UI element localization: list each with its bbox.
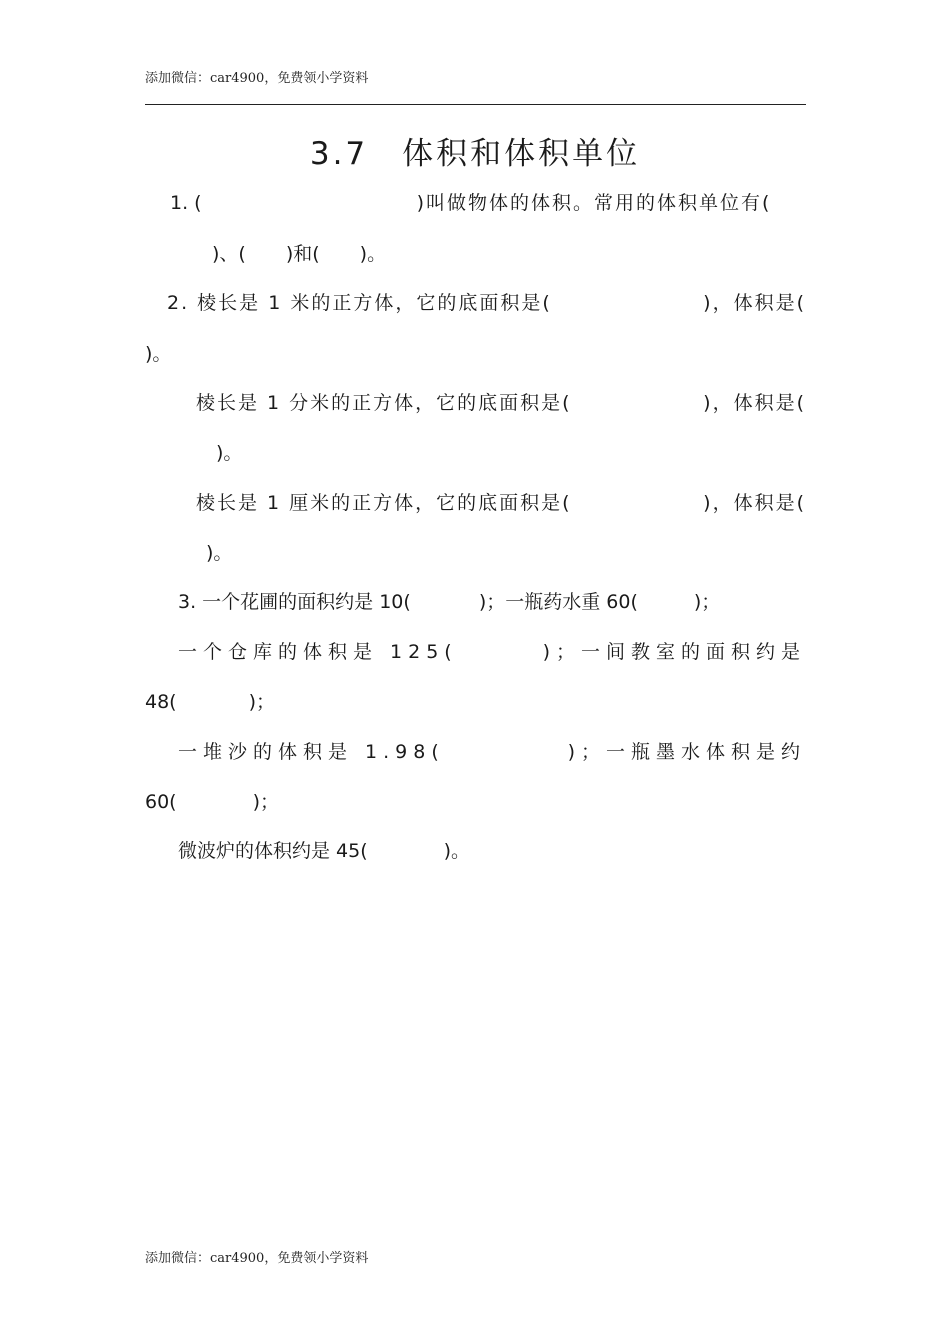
- q3-line1: [178, 587, 720, 614]
- page-title: 3.7 体积和体积单位: [309, 136, 641, 172]
- q1-text: )叫做物体的体积。常用的体积单位有(: [416, 192, 772, 214]
- q3-l6-a: 微波炉的体积约是 45(: [178, 840, 368, 862]
- q2-a-line2: )。: [145, 343, 172, 365]
- q2-b-line1: [196, 388, 806, 415]
- q2-c-line2: )。: [206, 542, 233, 564]
- q2-a-text: 2. 棱长是 1 米的正方体，它的底面积是(: [167, 292, 552, 314]
- q2-a-text2: )，体积是(: [703, 292, 806, 314]
- q2-c-line1: [196, 488, 806, 515]
- q1-line2: [212, 239, 386, 266]
- q3-l5-b: )；: [252, 791, 280, 813]
- q2-a-line1: [167, 288, 806, 315]
- q3-l1-b: )；一瓶药水重 60(: [478, 591, 638, 613]
- page-footer: 添加微信：car4900，免费领小学资料: [145, 1251, 369, 1266]
- q2-c-text2: )，体积是(: [703, 492, 806, 514]
- q3-l2-a: 一个仓库的体积是 125(: [178, 641, 458, 663]
- q3-line3: [145, 687, 275, 714]
- header-rule: [145, 104, 806, 105]
- q2-c-text: 棱长是 1 厘米的正方体，它的底面积是(: [196, 492, 572, 514]
- q1-prefix: 1. (: [170, 192, 202, 214]
- q2-b-text2: )，体积是(: [703, 392, 806, 414]
- q3-l6-b: )。: [443, 840, 471, 862]
- q1-sep2: )和(: [285, 243, 320, 265]
- q3-line5: [145, 787, 279, 814]
- q3-l3: 48(: [145, 691, 177, 713]
- q3-line6: [178, 836, 470, 863]
- q1-sep1: )、(: [212, 243, 246, 265]
- q3-l5: 60(: [145, 791, 177, 813]
- q2-b-text: 棱长是 1 分米的正方体，它的底面积是(: [196, 392, 572, 414]
- q3-line2: [178, 637, 806, 664]
- q3-l3-b: )；: [248, 691, 276, 713]
- q3-l1-a: 3. 一个花圃的面积约是 10(: [178, 591, 411, 613]
- q1-end: )。: [359, 243, 387, 265]
- q1-line1: [170, 188, 806, 215]
- q3-line4: [178, 737, 806, 764]
- q3-l1-c: )；: [693, 591, 721, 613]
- page-header: 添加微信：car4900，免费领小学资料: [145, 71, 369, 86]
- q3-l4-a: 一堆沙的体积是 1.98(: [178, 741, 445, 763]
- q2-b-line2: )。: [216, 442, 243, 464]
- q3-l2-b: )；一间教室的面积约是: [542, 641, 806, 663]
- q3-l4-b: )；一瓶墨水体积是约: [567, 741, 806, 763]
